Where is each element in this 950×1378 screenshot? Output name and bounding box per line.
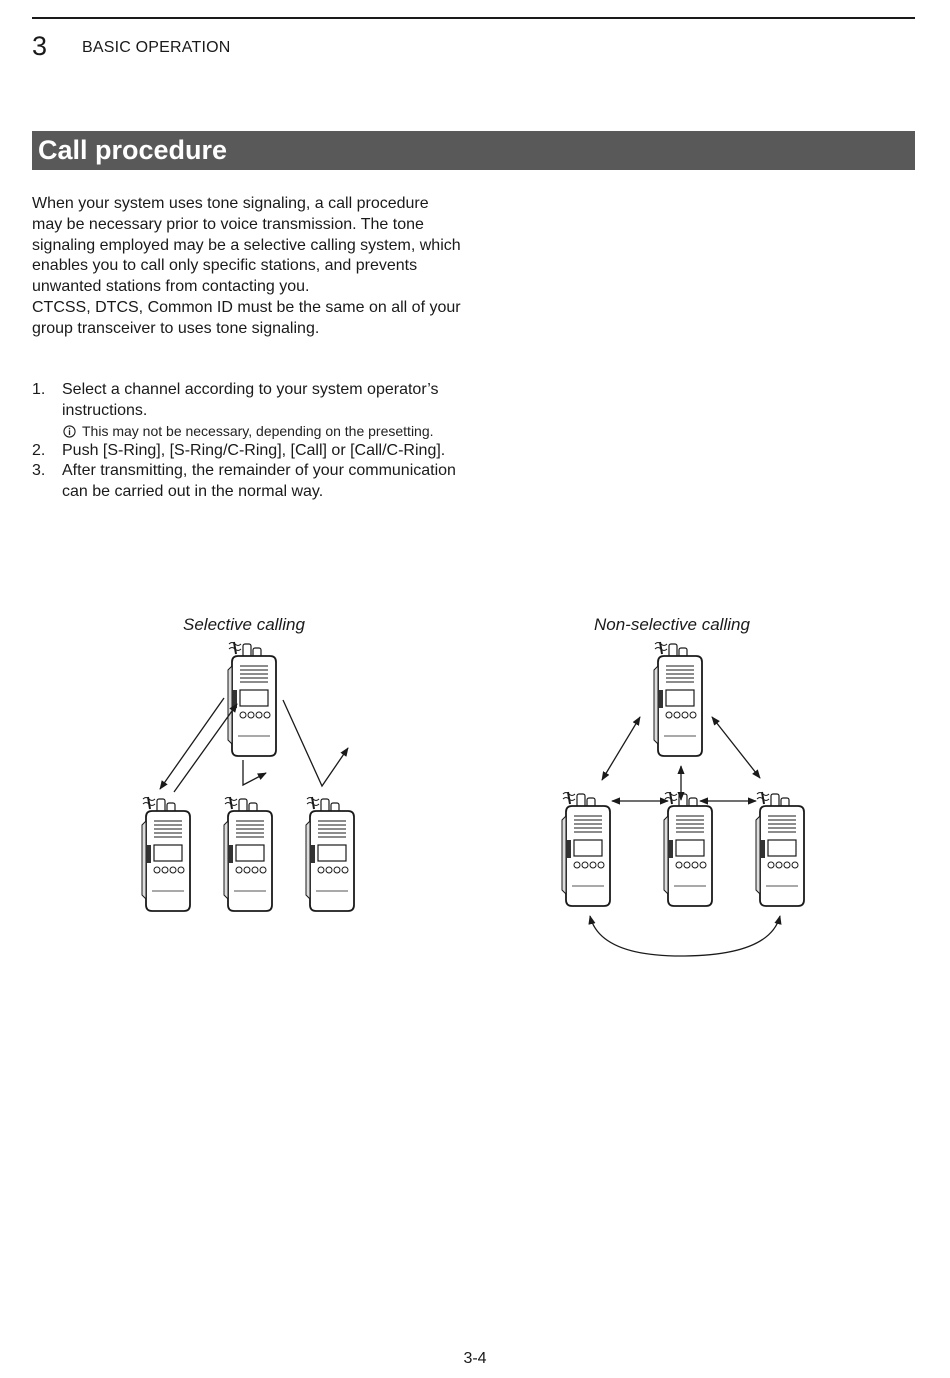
intro-paragraph-1: When your system uses tone signaling, a call procedure may be necessary prior to voice transmission. The tone signaling employed may be a selective calling system, which enables you to call only specific stations, and prevents unwanted stations from contacting you. [32,195,461,296]
chapter-number: 3 [32,31,48,61]
handheld-transceiver-icon [224,797,272,911]
handheld-transceiver-icon [664,792,712,906]
selective-calling-caption: Selective calling [183,615,305,634]
arrow [283,700,348,786]
intro-paragraph-2: CTCSS, DTCS, Common ID must be the same on all of your group transceiver to uses tone signaling. [32,298,461,337]
handheld-transceiver-icon [654,642,702,756]
handheld-transceiver-icon [142,797,190,911]
non-selective-calling-caption: Non-selective calling [594,615,750,634]
step-text: After transmitting, the remainder of your communication can be carried out in the normal way. [62,462,456,501]
step-text: Push [S-Ring], [S-Ring/C-Ring], [Call] or [Call/C-Ring]. [62,441,446,459]
step-number: 1. [32,381,46,398]
handheld-transceiver-icon [306,797,354,911]
step-number: 2. [32,441,46,459]
step-text: Select a channel according to your system operator’s instructions. [62,381,439,419]
section-title: Call procedure [38,135,228,165]
page-number: 3-4 [463,1350,487,1367]
arrow [174,704,237,792]
handheld-transceiver-icon [562,792,610,906]
chapter-title: BASIC OPERATION [82,39,231,56]
step-note-text: This may not be necessary, depending on the presetting. [82,422,434,439]
double-arrow-curve [590,916,780,956]
step-number: 3. [32,462,46,480]
arrow [160,698,224,789]
arrow [243,760,266,785]
double-arrow [712,717,760,778]
handheld-transceiver-icon [756,792,804,906]
handheld-transceiver-icon [228,642,276,756]
double-arrow [602,717,640,780]
